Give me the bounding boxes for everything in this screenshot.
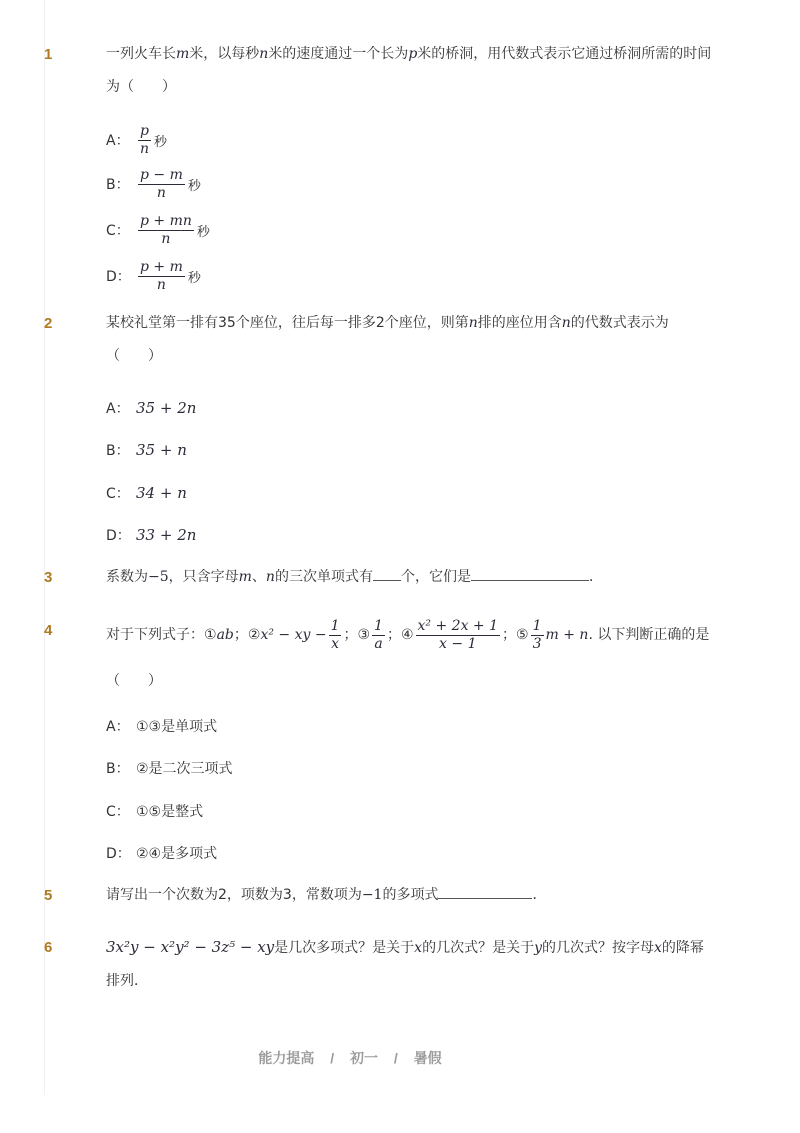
option-c[interactable]: [106, 213, 210, 247]
math-var: x: [654, 940, 662, 956]
page-left-rule: [44, 0, 45, 1095]
footer-part: 暑假: [413, 1050, 442, 1066]
question-text: 请写出一个次数为2，项数为3，常数项为: [106, 887, 362, 903]
option-label: B：: [106, 177, 130, 193]
math-var: x: [414, 940, 423, 956]
math-var: y: [534, 940, 542, 956]
math-var: m: [176, 46, 190, 62]
question-text: 、: [251, 569, 266, 585]
fraction: [138, 213, 194, 246]
fraction-denominator: n: [140, 140, 150, 157]
option-label: C：: [106, 486, 130, 502]
fraction-numerator: p + m: [140, 259, 183, 276]
option-expression: 34 + n: [136, 484, 187, 502]
fraction-numerator: p + mn: [140, 213, 192, 230]
question-text: 某校礼堂第一排有35个座位，往后每一排多2个座位，则第: [106, 315, 469, 331]
question-text: 米的桥洞，用代数式表示它通过桥洞所需的时间为（ ）: [106, 46, 712, 95]
option-label: B：: [106, 761, 130, 777]
option-text: ②是二次三项式: [136, 761, 233, 777]
question-text: 系数为: [106, 569, 148, 585]
option-c[interactable]: [106, 798, 203, 824]
question-text: ．: [532, 887, 547, 903]
answer-blank[interactable]: [373, 566, 401, 581]
question-6-text: [106, 931, 716, 998]
math-expression: ab: [216, 627, 234, 643]
question-number: 3: [44, 569, 53, 586]
math-expression: x² − xy −: [260, 627, 327, 643]
question-text: 是几次多项式？是关于: [274, 940, 415, 956]
question-text: ，只含字母: [168, 569, 239, 585]
math-var: n: [259, 46, 269, 62]
question-text: ；④: [386, 627, 414, 643]
option-b[interactable]: [106, 755, 233, 781]
option-label: A：: [106, 719, 130, 735]
answer-blank[interactable]: [438, 884, 532, 899]
footer-separator: /: [330, 1050, 335, 1066]
question-text: ；③: [343, 627, 371, 643]
fraction-numerator: p: [140, 123, 149, 140]
question-number: 1: [44, 46, 53, 63]
question-text: 的几次式？是关于: [422, 940, 535, 956]
fraction-denominator: x − 1: [439, 635, 477, 652]
question-number: 4: [44, 622, 53, 639]
option-label: C：: [106, 804, 130, 820]
option-a[interactable]: [106, 123, 168, 157]
fraction-denominator: 3: [532, 635, 542, 652]
option-text: ①⑤是整式: [136, 804, 204, 820]
question-text: 个，它们是: [400, 569, 471, 585]
fraction-numerator: 1: [374, 618, 383, 635]
fraction-numerator: 1: [532, 618, 542, 635]
option-unit: 秒: [154, 134, 168, 150]
question-text: 的几次式？按字母: [542, 940, 654, 956]
option-d[interactable]: [106, 840, 217, 866]
question-text: 一列火车长: [106, 46, 176, 62]
fraction-denominator: n: [161, 230, 171, 247]
math-var: m: [238, 569, 252, 585]
fraction: [138, 259, 185, 292]
answer-blank[interactable]: [471, 566, 589, 581]
option-text: ②④是多项式: [136, 846, 218, 862]
question-number: 2: [44, 315, 53, 332]
page-footer-breadcrumb: [0, 1048, 700, 1068]
option-d[interactable]: [106, 259, 201, 293]
fraction: [416, 618, 500, 651]
option-label: D：: [106, 846, 131, 862]
question-text: 米的速度通过一个长为: [268, 46, 409, 62]
math-constant: −1: [361, 887, 383, 903]
fraction-denominator: n: [156, 276, 166, 293]
question-4-text: [106, 612, 716, 704]
math-expression: m + n: [545, 627, 589, 643]
math-var: n: [561, 315, 571, 331]
question-text: . 以下判断正确的是（ ）: [106, 627, 710, 689]
fraction: [138, 167, 185, 200]
question-text: 的多项式: [382, 887, 439, 903]
question-text: ．: [588, 569, 603, 585]
math-var: n: [265, 569, 275, 585]
question-1-text: [106, 38, 716, 104]
option-unit: 秒: [187, 270, 201, 286]
question-text: 排的座位用含: [477, 315, 562, 331]
fraction-denominator: x: [331, 635, 339, 652]
option-expression: 35 + n: [136, 441, 187, 459]
option-b[interactable]: [106, 437, 187, 463]
option-label: A：: [106, 133, 130, 149]
option-label: D：: [106, 269, 131, 285]
question-text: 的三次单项式有: [274, 569, 373, 585]
fraction-numerator: 1: [330, 618, 340, 635]
fraction-denominator: a: [374, 635, 383, 652]
fraction: [138, 123, 151, 156]
question-text: ；②: [233, 627, 261, 643]
question-text: ；⑤: [502, 627, 529, 643]
math-var: p: [408, 46, 418, 62]
option-unit: 秒: [187, 178, 201, 194]
question-text: 米，以每秒: [189, 46, 260, 62]
option-unit: 秒: [196, 224, 210, 240]
option-a[interactable]: [106, 713, 217, 739]
math-var: n: [468, 315, 478, 331]
option-c[interactable]: [106, 480, 187, 506]
question-2-text: [106, 307, 716, 373]
option-expression: 33 + 2n: [136, 526, 197, 544]
option-label: A：: [106, 401, 130, 417]
option-text: ①③是单项式: [136, 719, 218, 735]
option-d[interactable]: [106, 522, 196, 548]
option-b[interactable]: [106, 167, 201, 201]
fraction-denominator: n: [156, 184, 166, 201]
question-text: 的代数式表示为（ ）: [106, 315, 669, 364]
question-5-text: [106, 879, 716, 912]
option-a[interactable]: [106, 395, 196, 421]
fraction-numerator: p − m: [140, 167, 183, 184]
option-label: C：: [106, 223, 130, 239]
option-expression: 35 + 2n: [136, 399, 197, 417]
math-coefficient: −5: [148, 569, 169, 585]
math-expression: 3x²y − x²y² − 3z⁵ − xy: [106, 938, 275, 956]
question-number: 6: [44, 939, 53, 956]
footer-part: 能力提高: [258, 1050, 315, 1066]
question-text: 对于下列式子：①: [106, 627, 217, 643]
option-label: D：: [106, 528, 131, 544]
fraction: [329, 618, 342, 651]
question-number: 5: [44, 887, 53, 904]
fraction: [372, 618, 385, 651]
fraction: [531, 618, 544, 651]
footer-separator: /: [393, 1050, 398, 1066]
option-label: B：: [106, 443, 130, 459]
question-text: 的降幂排列．: [106, 940, 704, 989]
footer-part: 初一: [350, 1050, 378, 1066]
fraction-numerator: x² + 2x + 1: [417, 618, 499, 635]
question-3-text: [106, 561, 716, 594]
